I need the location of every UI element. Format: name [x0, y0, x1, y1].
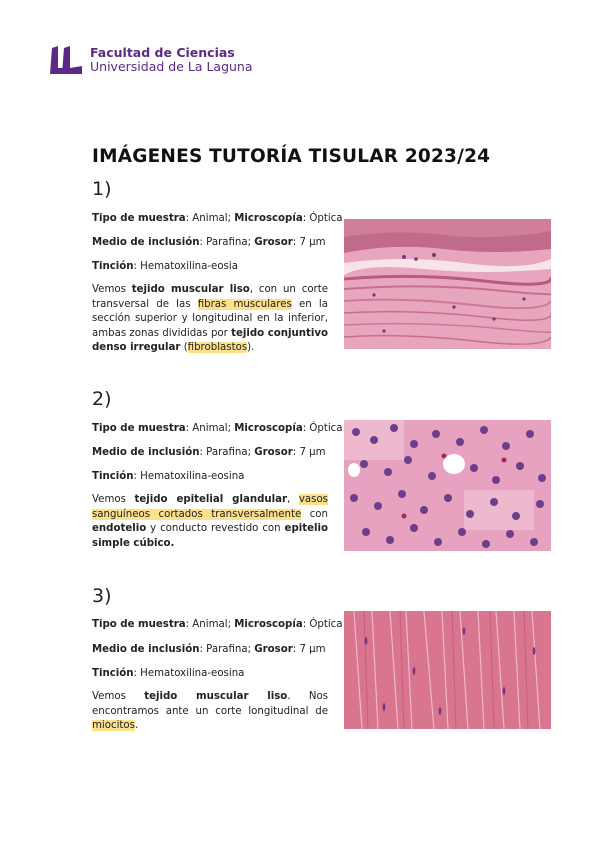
ull-logo — [48, 44, 253, 76]
section-1-number: 1) — [92, 178, 112, 200]
micrograph-2-glandular-epithelium — [344, 420, 551, 551]
section-2-sample-type: Tipo de muestra: Animal; Microscopía: Óptica — [92, 423, 343, 434]
section-2-stain: Tinción: Hematoxilina-eosina — [92, 471, 245, 482]
faculty-name: Facultad de Ciencias — [90, 44, 235, 60]
section-2-inclusion: Medio de inclusión: Parafina; Grosor: 7 µm — [92, 447, 326, 458]
micrograph-1-smooth-muscle — [344, 219, 551, 349]
section-2-number: 2) — [92, 388, 112, 410]
document-title: IMÁGENES TUTORÍA TISULAR 2023/24 — [92, 146, 491, 167]
section-3-sample-type: Tipo de muestra: Animal; Microscopía: Óptica — [92, 619, 343, 630]
section-3-inclusion: Medio de inclusión: Parafina; Grosor: 7 µm — [92, 644, 326, 655]
section-3-stain: Tinción: Hematoxilina-eosina — [92, 668, 245, 679]
section-1-inclusion: Medio de inclusión: Parafina; Grosor: 7 µm — [92, 237, 326, 248]
section-1-stain: Tinción: Hematoxilina-eosia — [92, 261, 238, 272]
ull-logo-icon — [48, 44, 84, 76]
micrograph-3-myocytes — [344, 611, 551, 729]
section-3-description: Vemos tejido muscular liso. Nos encontramos ante un corte longitudinal de miocitos. — [92, 691, 329, 732]
section-1-sample-type: Tipo de muestra: Animal; Microscopía: Óptica — [92, 213, 343, 224]
university-name: Universidad de La Laguna — [90, 59, 253, 74]
section-3-number: 3) — [92, 585, 112, 607]
section-1-description: Vemos tejido muscular liso, con un corte transversal de las fibras musculares en la sección superior y longitudinal en la inferior, ambas zonas divididas por tejido conjuntivo denso irregular (fibroblastos). — [92, 284, 328, 354]
section-2-description: Vemos tejido epitelial glandular, vasos sanguíneos cortados transversalmente con endotelio y conducto revestido con epitelio simple cúbico. — [92, 494, 328, 549]
